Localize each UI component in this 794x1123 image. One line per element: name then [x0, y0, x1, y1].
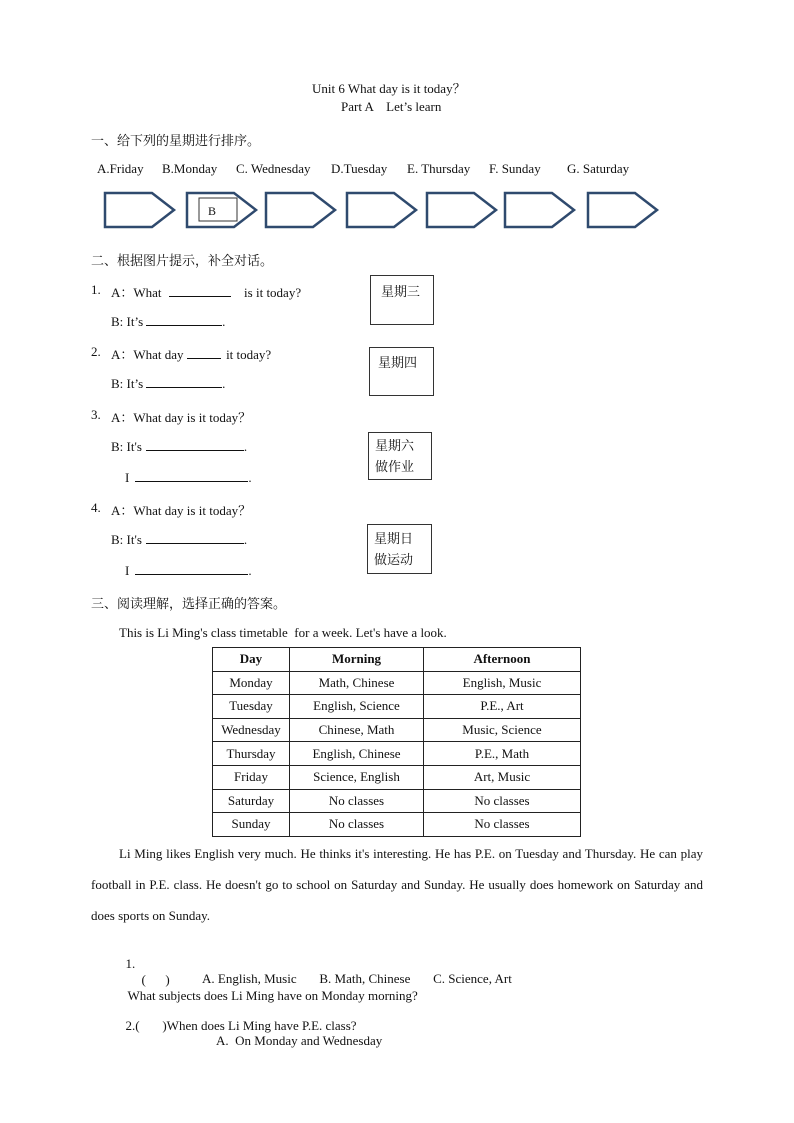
- q4-line-i: I .: [125, 563, 252, 578]
- arrow-box-3: [266, 193, 335, 227]
- table-cell-afternoon: P.E., Art: [424, 695, 581, 719]
- q1-number: 1.: [91, 282, 101, 297]
- table-cell-morning: No classes: [290, 789, 424, 813]
- q4-i-blank[interactable]: [135, 562, 248, 575]
- table-row: [213, 789, 581, 813]
- q3-picture-line2: 做作业: [375, 460, 415, 475]
- q3-i-label: I: [125, 470, 130, 485]
- table-cell-day: Wednesday: [213, 718, 290, 742]
- worksheet-title: Unit 6 What day is it today？: [312, 81, 466, 96]
- q2-b-blank[interactable]: [146, 375, 222, 388]
- q2-a-pre: A：What day: [111, 347, 184, 362]
- q1-a-post: is it today?: [244, 285, 302, 300]
- arrow-box-6: [505, 193, 574, 227]
- q1-b-label: B: It’s: [111, 314, 144, 329]
- q4-line-b: B: It's .: [111, 532, 248, 547]
- option-d: D.Tuesday: [331, 161, 388, 176]
- table-row: [213, 718, 581, 742]
- reading-q1-text: What subjects does Li Ming have on Monday morning?: [127, 988, 418, 1003]
- q4-number: 4.: [91, 500, 101, 515]
- table-row: [213, 695, 581, 719]
- timetable-header-morning: Morning: [290, 648, 424, 672]
- q2-b-label: B: It’s: [111, 376, 144, 391]
- arrow-box-1: [105, 193, 174, 227]
- table-row: [213, 765, 581, 789]
- q2-line-a: [111, 344, 271, 363]
- q1-picture-text: 星期三: [381, 285, 421, 300]
- q4-b-label: B: It's: [111, 532, 142, 547]
- table-cell-day: Thursday: [213, 742, 290, 766]
- q1-line-b: B: It’s .: [111, 314, 226, 329]
- q4-picture-line2: 做运动: [374, 553, 414, 568]
- q3-line-b: B: It's .: [111, 439, 248, 454]
- q4-picture-card: [367, 524, 432, 574]
- reading-q1-answer-paren[interactable]: ( ): [141, 972, 170, 987]
- q1-line-a: [111, 282, 301, 301]
- section3-heading: 三、阅读理解，选择正确的答案。: [91, 597, 287, 612]
- table-cell-day: Friday: [213, 765, 290, 789]
- q2-a-post: it today?: [226, 347, 272, 362]
- section2-heading: 二、根据图片提示，补全对话。: [91, 254, 274, 269]
- reading-q2-option-a: A. On Monday and Wednesday: [216, 1033, 383, 1048]
- q3-number: 3.: [91, 407, 101, 422]
- q2-a-blank[interactable]: [187, 346, 221, 359]
- sample-answer-box: [199, 198, 237, 221]
- q2-picture-card: [369, 347, 434, 396]
- option-b: B.Monday: [162, 161, 218, 176]
- q1-a-pre: A：What: [111, 285, 162, 300]
- reading-q2-number: 2.: [125, 1018, 136, 1033]
- q3-b-label: B: It's: [111, 439, 142, 454]
- reading-q2-text: When does Li Ming have P.E. class?: [166, 1018, 357, 1033]
- table-cell-afternoon: Art, Music: [424, 765, 581, 789]
- arrow-box-5: [427, 193, 496, 227]
- q2-picture-text: 星期四: [378, 356, 418, 371]
- q1-b-blank[interactable]: [146, 313, 222, 326]
- reading-q2-answer-paren[interactable]: ( ): [135, 1018, 167, 1033]
- table-cell-afternoon: No classes: [424, 789, 581, 813]
- ordering-arrows: [100, 190, 665, 232]
- table-cell-day: Tuesday: [213, 695, 290, 719]
- q3-b-blank[interactable]: [146, 438, 244, 451]
- table-cell-afternoon: English, Music: [424, 671, 581, 695]
- sample-answer-text: B: [208, 204, 217, 218]
- table-cell-afternoon: P.E., Math: [424, 742, 581, 766]
- q1-a-blank[interactable]: [169, 284, 231, 297]
- arrow-box-4: [347, 193, 416, 227]
- q4-picture-line1: 星期日: [374, 532, 414, 547]
- table-cell-day: Monday: [213, 671, 290, 695]
- reading-passage: Li Ming likes English very much. He thinks it's interesting. He has P.E. on Tuesday and Thursday. He can play football in P.E. class. He doesn't go to school on Saturday and Sunday. He usually does homework on Saturday and does sports on Sunday.: [91, 846, 703, 923]
- table-cell-afternoon: Music, Science: [424, 718, 581, 742]
- q2-line-b: B: It’s .: [111, 376, 226, 391]
- q3-picture-card: [368, 432, 432, 480]
- q3-line-i: I .: [125, 470, 252, 485]
- table-cell-morning: English, Science: [290, 695, 424, 719]
- option-e: E. Thursday: [407, 161, 471, 176]
- worksheet-subtitle: Part A Let’s learn: [341, 99, 442, 114]
- table-cell-morning: English, Chinese: [290, 742, 424, 766]
- reading-q1-options: A. English, Music B. Math, Chinese C. Science, Art: [202, 971, 512, 986]
- q3-picture-line1: 星期六: [375, 439, 415, 454]
- table-cell-morning: Chinese, Math: [290, 718, 424, 742]
- table-cell-morning: No classes: [290, 813, 424, 837]
- q4-b-blank[interactable]: [146, 531, 244, 544]
- arrow-box-7: [588, 193, 657, 227]
- q1-picture-card: [370, 275, 434, 325]
- table-cell-day: Sunday: [213, 813, 290, 837]
- table-row: [213, 813, 581, 837]
- q4-i-label: I: [125, 563, 130, 578]
- timetable: [212, 647, 581, 837]
- reading-intro: This is Li Ming's class timetable for a week. Let's have a look.: [119, 625, 447, 640]
- table-row: [213, 671, 581, 695]
- option-g: G. Saturday: [567, 161, 630, 176]
- reading-q1-number: 1.: [125, 956, 136, 971]
- table-cell-afternoon: No classes: [424, 813, 581, 837]
- table-cell-morning: Science, English: [290, 765, 424, 789]
- option-c: C. Wednesday: [236, 161, 311, 176]
- table-cell-morning: Math, Chinese: [290, 671, 424, 695]
- timetable-header-afternoon: Afternoon: [424, 648, 581, 672]
- section1-heading: 一、给下列的星期进行排序。: [91, 134, 261, 149]
- timetable-header-row: [213, 648, 581, 672]
- q3-i-blank[interactable]: [135, 469, 248, 482]
- table-cell-day: Saturday: [213, 789, 290, 813]
- q4-line-a: A：What day is it today？: [111, 503, 252, 518]
- option-a: A.Friday: [97, 161, 144, 176]
- option-f: F. Sunday: [489, 161, 541, 176]
- timetable-header-day: Day: [213, 648, 290, 672]
- q2-number: 2.: [91, 344, 101, 359]
- q3-line-a: A：What day is it today？: [111, 410, 252, 425]
- reading-q2: [119, 1002, 357, 1034]
- table-row: [213, 742, 581, 766]
